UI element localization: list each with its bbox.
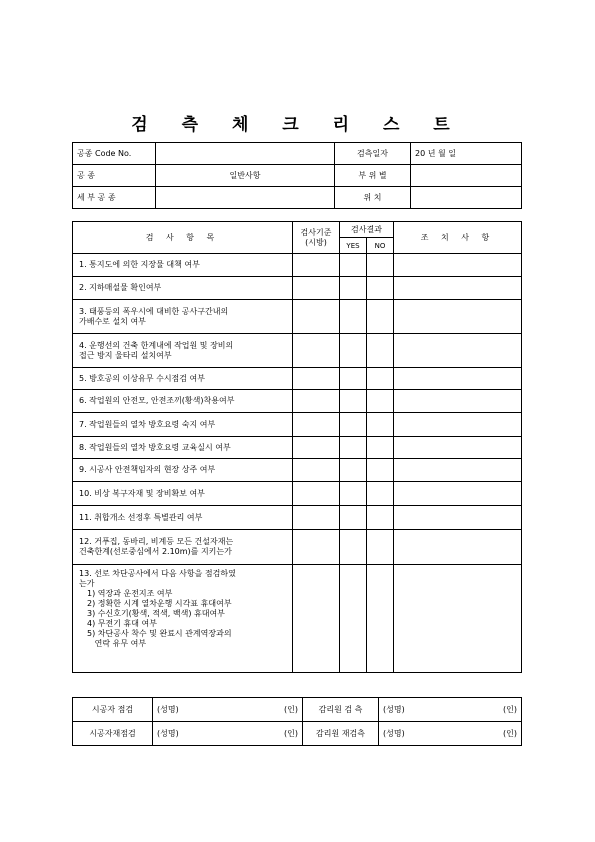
contractor-recheck-sign[interactable]: [153, 722, 303, 746]
contractor-recheck-name: (성명): [157, 728, 179, 738]
header-yes: YES: [340, 238, 367, 254]
header-basis: 검사기준 (시방): [293, 222, 340, 254]
supervisor-inspect-sign[interactable]: [379, 698, 522, 722]
supervisor-reinspect-seal: (인): [503, 728, 517, 738]
checklist-item: [73, 368, 293, 390]
signature-table: [72, 697, 522, 746]
supervisor-inspect-name: (성명): [383, 704, 405, 714]
basis-cell[interactable]: [293, 459, 340, 482]
supervisor-inspect-label: 감리원 검 측: [303, 698, 379, 722]
contractor-recheck-label: 시공자재점검: [73, 722, 153, 746]
action-cell[interactable]: [394, 565, 522, 673]
basis-cell[interactable]: [293, 506, 340, 530]
checklist-item-text: 13. 선로 차단공사에서 다음 사항을 점검하였 는가: [79, 569, 236, 588]
checklist-table: [72, 221, 522, 673]
checklist-body: [73, 254, 522, 673]
document-title: 검 측 체 크 리 스 트: [131, 115, 464, 135]
checklist-item: [73, 459, 293, 482]
header-result: 검사결과: [340, 222, 394, 238]
contractor-check-label: 시공자 점검: [73, 698, 153, 722]
checklist-item-text: 11. 취합개소 선정후 특별관리 여부: [79, 512, 203, 522]
part-value[interactable]: [411, 165, 522, 187]
yes-cell[interactable]: [340, 565, 367, 673]
contractor-recheck-seal: (인): [284, 728, 298, 738]
yes-cell[interactable]: [340, 277, 367, 300]
checklist-item-text: 12. 거푸집, 동바리, 비계등 모든 건설자재는 건축한계(선로중심에서 2.10m)를 지키는가: [79, 537, 234, 556]
yes-cell[interactable]: [340, 300, 367, 334]
checklist-row: [73, 437, 522, 459]
checklist-row: [73, 368, 522, 390]
basis-cell[interactable]: [293, 530, 340, 565]
checklist-item: [73, 437, 293, 459]
yes-cell[interactable]: [340, 459, 367, 482]
checklist-item-text: 5. 방호공의 이상유무 수시점검 여부: [79, 373, 205, 383]
checklist-subitem: 3) 수신호기(황색, 적색, 백색) 휴대여부: [87, 609, 225, 618]
no-cell[interactable]: [367, 506, 394, 530]
checklist-item: [73, 413, 293, 437]
basis-cell[interactable]: [293, 413, 340, 437]
yes-cell[interactable]: [340, 254, 367, 277]
info-table: [72, 142, 522, 209]
basis-cell[interactable]: [293, 254, 340, 277]
checklist-item-text: 1. 통지도에 의한 지장물 대책 여부: [79, 260, 200, 269]
checklist-item: [73, 334, 293, 368]
yes-cell[interactable]: [340, 506, 367, 530]
basis-cell[interactable]: [293, 277, 340, 300]
action-cell[interactable]: [394, 277, 522, 300]
checklist-item-text: 2. 지하매설물 확인여부: [79, 283, 162, 292]
checklist-row: [73, 506, 522, 530]
checklist-row: [73, 565, 522, 673]
action-cell[interactable]: [394, 506, 522, 530]
checklist-row: [73, 300, 522, 334]
checklist-subitem: 5) 차단공사 착수 및 완료시 관계역장과의: [87, 629, 232, 638]
yes-cell[interactable]: [340, 482, 367, 506]
checklist-row: [73, 530, 522, 565]
checklist-item-text: 8. 작업원들의 열차 방호요령 교육실시 여부: [79, 442, 231, 452]
basis-cell[interactable]: [293, 437, 340, 459]
work-label: 공 종: [73, 165, 156, 187]
no-cell[interactable]: [367, 277, 394, 300]
no-cell[interactable]: [367, 334, 394, 368]
checklist-item: [73, 506, 293, 530]
yes-cell[interactable]: [340, 334, 367, 368]
action-cell[interactable]: [394, 300, 522, 334]
no-cell[interactable]: [367, 413, 394, 437]
checklist-item: [73, 300, 293, 334]
checklist-row: [73, 277, 522, 300]
detail-label: 세 부 공 종: [73, 187, 156, 209]
supervisor-reinspect-name: (성명): [383, 728, 405, 738]
checklist-item-text: 6. 작업원의 안전모, 안전조끼(황색)착용여부: [79, 396, 235, 405]
checklist-subitem: 1) 역장과 운전지조 여부: [87, 589, 173, 598]
contractor-check-sign[interactable]: [153, 698, 303, 722]
action-cell[interactable]: [394, 482, 522, 506]
location-label: 위 치: [335, 187, 411, 209]
supervisor-reinspect-label: 감리원 재검측: [303, 722, 379, 746]
action-cell[interactable]: [394, 390, 522, 413]
header-action: 조 치 사 항: [394, 222, 522, 254]
yes-cell[interactable]: [340, 368, 367, 390]
checklist-row: [73, 459, 522, 482]
action-cell[interactable]: [394, 413, 522, 437]
basis-cell[interactable]: [293, 368, 340, 390]
date-value[interactable]: 20 년 월 일: [411, 143, 522, 165]
checklist-item: [73, 390, 293, 413]
checklist-subitem: 4) 무전기 휴대 여부: [87, 619, 157, 628]
checklist-item-text: 9. 시공사 안전책임자의 현장 상주 여부: [79, 465, 216, 474]
checklist-item: [73, 277, 293, 300]
yes-cell[interactable]: [340, 413, 367, 437]
no-cell[interactable]: [367, 254, 394, 277]
supervisor-inspect-seal: (인): [503, 704, 517, 714]
yes-cell[interactable]: [340, 437, 367, 459]
code-value[interactable]: [156, 143, 335, 165]
location-value[interactable]: [411, 187, 522, 209]
header-items: 검 사 항 목: [73, 222, 293, 254]
checklist-item-text: 10. 비상 복구자재 및 장비확보 여부: [79, 488, 205, 498]
contractor-check-seal: (인): [284, 704, 298, 714]
basis-cell[interactable]: [293, 300, 340, 334]
checklist-row: [73, 254, 522, 277]
date-label: 검측일자: [335, 143, 411, 165]
checklist-subitem: 연락 유무 여부: [87, 639, 147, 648]
checklist-row: [73, 413, 522, 437]
contractor-check-name: (성명): [157, 704, 179, 714]
basis-cell[interactable]: [293, 565, 340, 673]
part-label: 부 위 별: [335, 165, 411, 187]
header-no: NO: [367, 238, 394, 254]
checklist-item: [73, 530, 293, 565]
no-cell[interactable]: [367, 437, 394, 459]
no-cell[interactable]: [367, 459, 394, 482]
code-label: 공종 Code No.: [73, 143, 156, 165]
action-cell[interactable]: [394, 459, 522, 482]
action-cell[interactable]: [394, 334, 522, 368]
no-cell[interactable]: [367, 368, 394, 390]
no-cell[interactable]: [367, 482, 394, 506]
no-cell[interactable]: [367, 530, 394, 565]
action-cell[interactable]: [394, 437, 522, 459]
checklist-item: [73, 254, 293, 277]
no-cell[interactable]: [367, 565, 394, 673]
action-cell[interactable]: [394, 368, 522, 390]
checklist-subitem: 2) 정확한 시계 열차운행 시각표 휴대여부: [87, 599, 232, 608]
work-value[interactable]: 일반사항: [156, 165, 335, 187]
checklist-item: [73, 482, 293, 506]
yes-cell[interactable]: [340, 390, 367, 413]
checklist-item-text: 3. 태풍등의 폭우시에 대비한 공사구간내의 가배수로 설치 여부: [79, 306, 229, 326]
basis-cell[interactable]: [293, 482, 340, 506]
checklist-row: [73, 482, 522, 506]
basis-cell[interactable]: [293, 390, 340, 413]
no-cell[interactable]: [367, 390, 394, 413]
basis-cell[interactable]: [293, 334, 340, 368]
checklist-item-text: 4. 운행선의 건축 한계내에 작업원 및 장비의 접근 방지 울타리 설치여부: [79, 340, 234, 360]
checklist-row: [73, 334, 522, 368]
yes-cell[interactable]: [340, 530, 367, 565]
action-cell[interactable]: [394, 530, 522, 565]
checklist-item-text: 7. 작업원들의 열차 방호요령 숙지 여부: [79, 419, 216, 429]
no-cell[interactable]: [367, 300, 394, 334]
supervisor-reinspect-sign[interactable]: [379, 722, 522, 746]
checklist-item: [73, 565, 293, 673]
detail-value[interactable]: [156, 187, 335, 209]
checklist-row: [73, 390, 522, 413]
action-cell[interactable]: [394, 254, 522, 277]
